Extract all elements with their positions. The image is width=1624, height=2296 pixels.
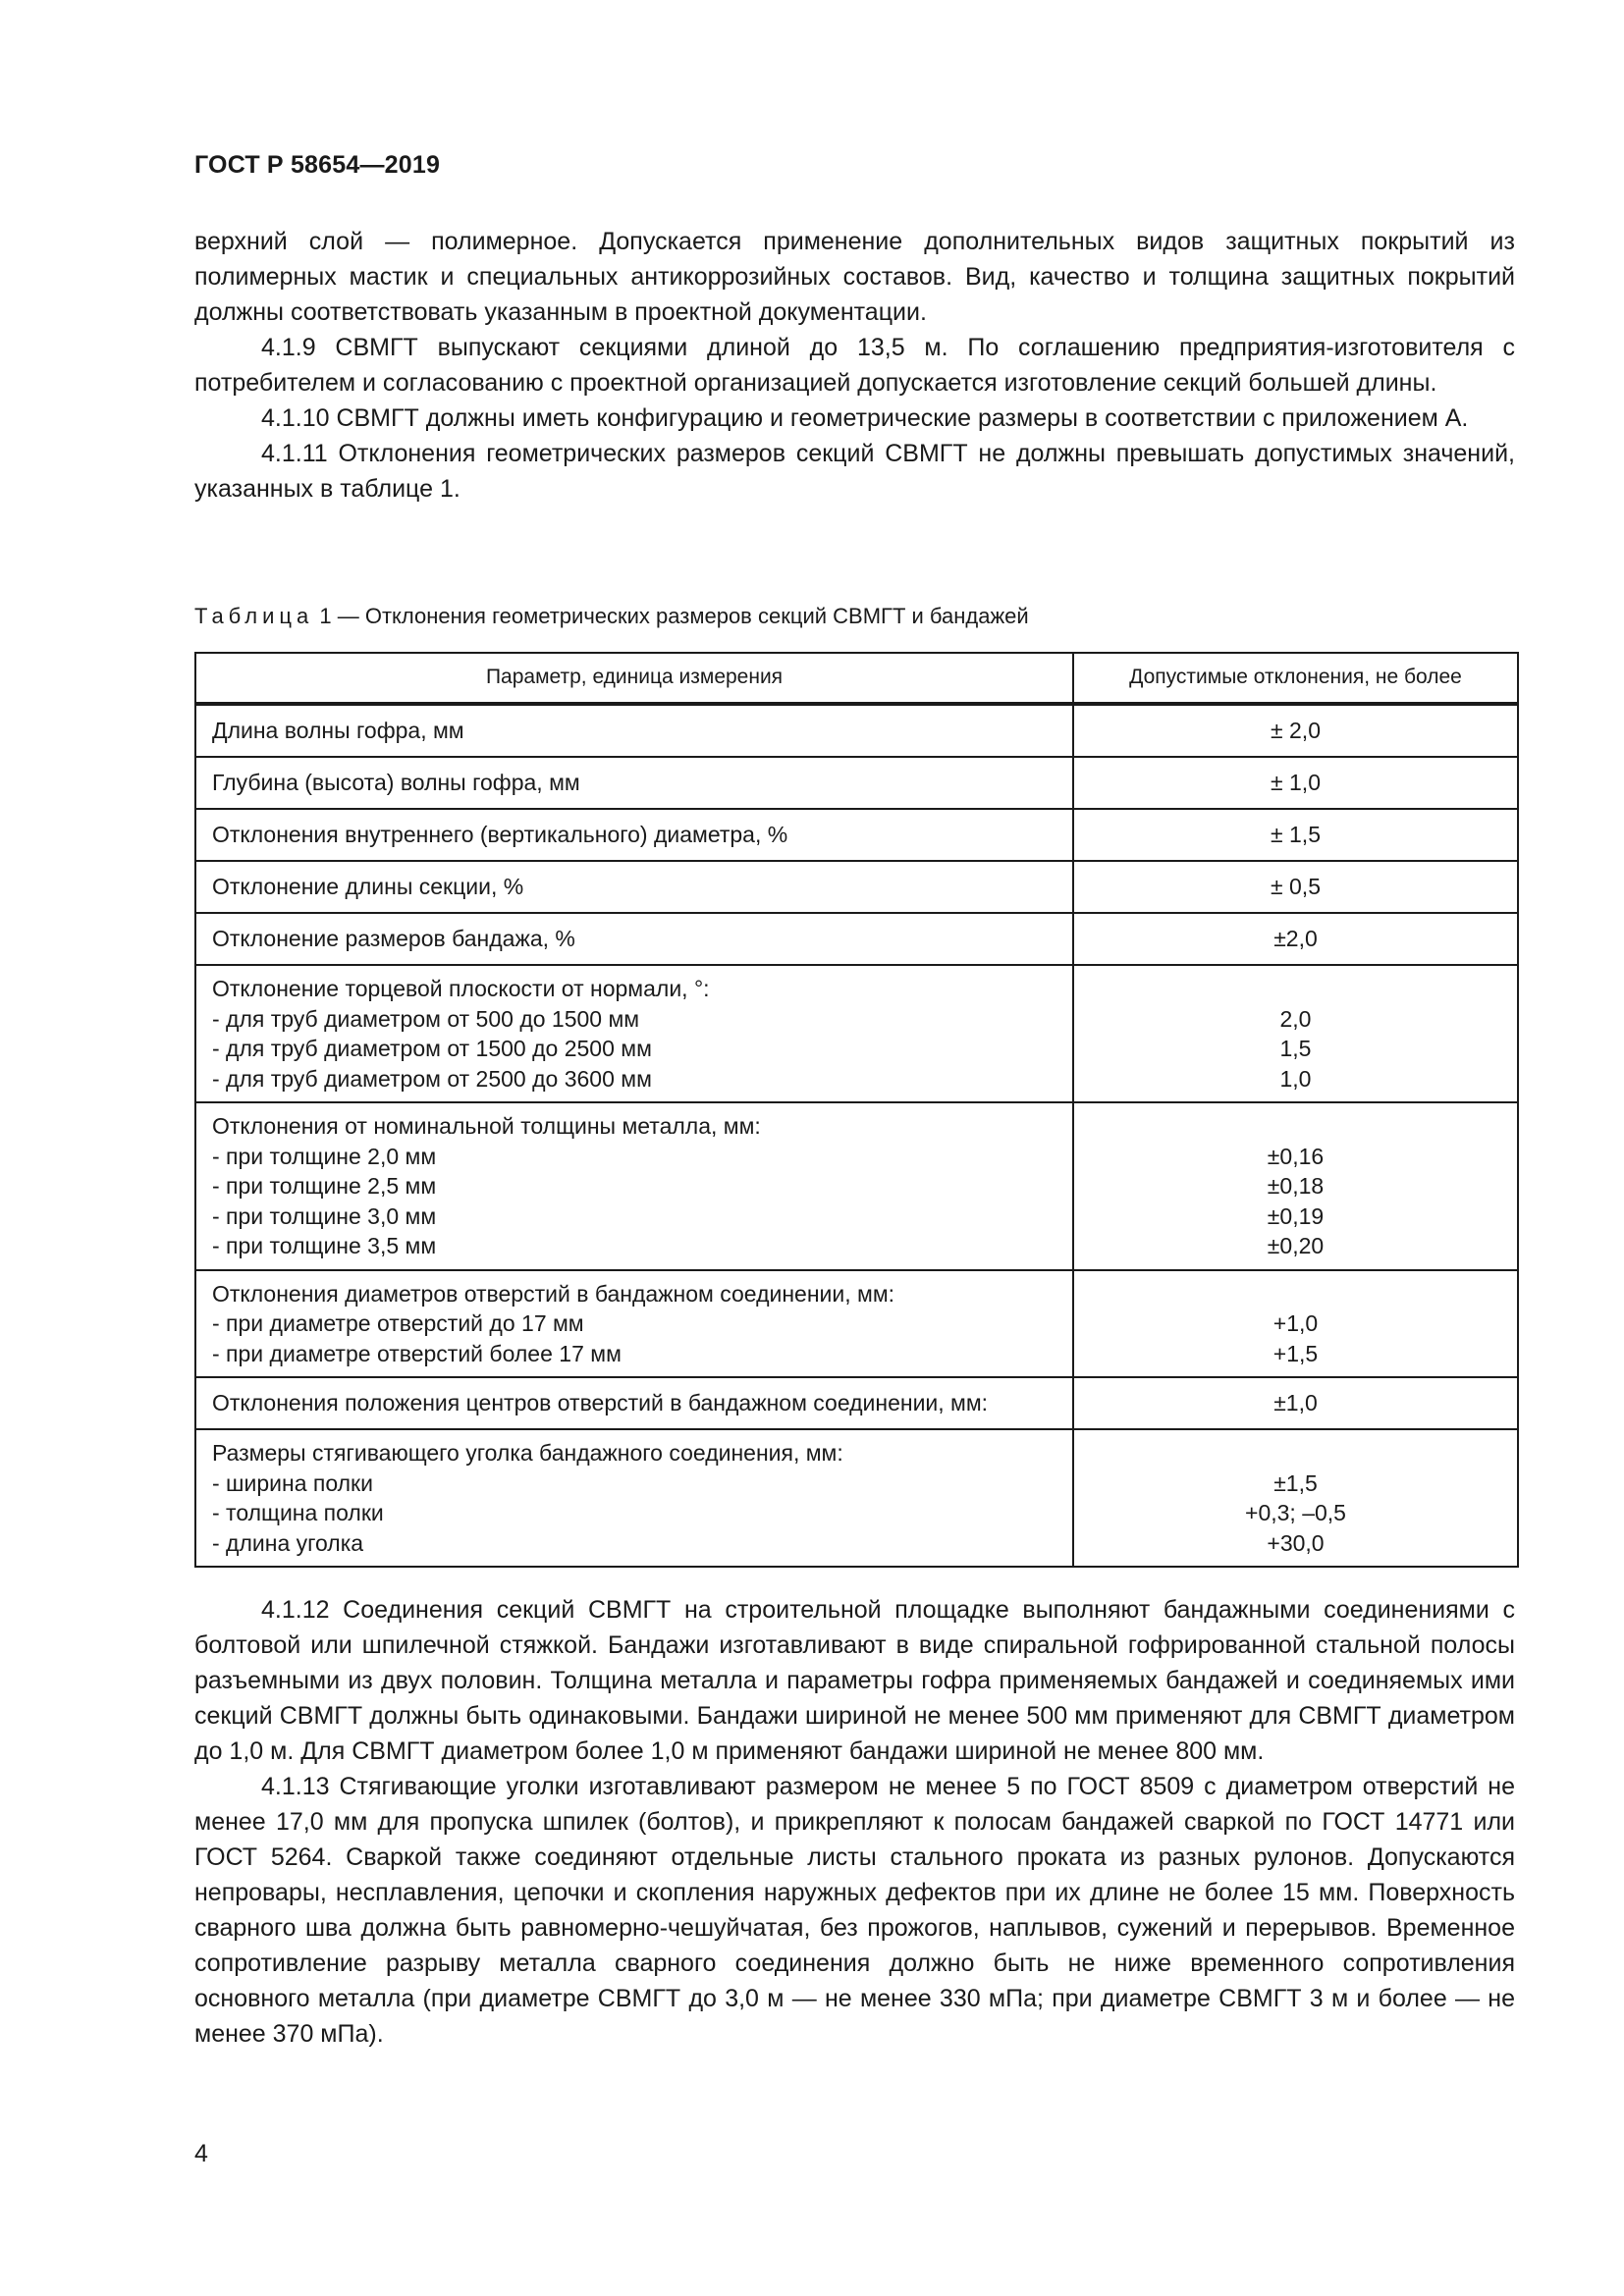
tolerance-value: +30,0 [1267,1529,1325,1556]
table-row [195,1102,1518,1270]
parameter-title: Отклонения диаметров отверстий в бандажном соединении, мм: [212,1280,895,1307]
parameter-title: Отклонения положения центров отверстий в бандажном соединении, мм: [212,1390,989,1416]
table-row [195,809,1518,861]
tolerance-value: ±0,16 [1267,1143,1325,1169]
parameter-cell [195,861,1073,913]
tolerance-cell [1073,1429,1518,1567]
tolerance-value: ± 1,0 [1271,770,1321,796]
tolerance-value: ±2,0 [1273,926,1318,952]
tolerance-value: ±0,19 [1267,1202,1325,1229]
parameter-cell [195,965,1073,1102]
table-row [195,1377,1518,1429]
tolerance-cell [1073,1377,1518,1429]
parameter-title: Отклонение размеров бандажа, % [212,926,575,952]
table-row [195,1270,1518,1378]
parameter-cell [195,757,1073,809]
tolerance-value: +0,3; –0,5 [1245,1500,1346,1525]
parameter-subitem: - для труб диаметром от 2500 до 3600 мм [212,1065,652,1092]
tolerance-cell [1073,861,1518,913]
table-row [195,913,1518,965]
parameter-cell [195,1102,1073,1270]
table-row [195,861,1518,913]
parameter-cell [195,913,1073,965]
parameter-subitem: - при толщине 2,5 мм [212,1173,437,1199]
parameter-title: Отклонение длины секции, % [212,874,524,900]
parameter-subitem: - ширина полки [212,1469,373,1496]
parameter-cell [195,704,1073,757]
tolerance-cell [1073,965,1518,1102]
paragraph-4-1-11: 4.1.11 Отклонения геометрических размеров секций СВМГТ не должны превышать допустимых значений, указанных в таблице 1. [194,440,1515,503]
tolerance-value: ±0,20 [1267,1233,1325,1258]
tolerance-value: ±1,5 [1273,1469,1318,1496]
parameter-subitem: - при толщине 2,0 мм [212,1143,437,1169]
tolerance-cell [1073,1102,1518,1270]
table-row [195,1429,1518,1567]
table-caption-label: Таблица [194,604,314,628]
tolerance-spacer [1084,1279,1507,1309]
table-body [195,704,1518,1567]
tolerance-cell [1073,1270,1518,1378]
tolerance-value: ± 2,0 [1271,718,1321,744]
table-row [195,965,1518,1102]
page-number: 4 [194,2140,208,2167]
paragraph-4-1-13: 4.1.13 Стягивающие уголки изготавливают размером не менее 5 по ГОСТ 8509 с диаметром отверстий не менее 17,0 мм для пропуска шпилек (болтов), и прикрепляют к полосам бандажей сваркой по ГОСТ 14771 или ГОСТ 5264. Сваркой также соединяют отдельные листы стального проката из разных рулонов. Допускаются непровары, несплавления, цепочки и скопления наружных дефектов при их длине не более 15 мм. Поверхность сварного шва должна быть равномерно-чешуйчатая, без прожогов, наплывов, сужений и перерывов. Временное сопротивление разрыву металла сварного соединения должно быть не ниже временного сопротивления основного металла (при диаметре СВМГТ до 3,0 м — не менее 330 мПа; при диаметре СВМГТ 3 м и более — не менее 370 мПа). [194,1773,1515,2048]
deviations-table [194,652,1519,1568]
table-row [195,757,1518,809]
outro-text [194,1592,1515,2052]
parameter-title: Размеры стягивающего уголка бандажного соединения, мм: [212,1440,843,1466]
parameter-cell [195,1270,1073,1378]
parameter-title: Отклонения от номинальной толщины металла, мм: [212,1113,761,1139]
parameter-subitem: - при толщине 3,5 мм [212,1233,437,1258]
table-row [195,704,1518,757]
table-caption-text: 1 — Отклонения геометрических размеров секций СВМГТ и бандажей [319,604,1029,628]
paragraph-4-1-9: 4.1.9 СВМГТ выпускают секциями длиной до 13,5 м. По соглашению предприятия-изготовителя с потребителем и согласованию с проектной организацией допускается изготовление секций большей длины. [194,334,1515,397]
tolerance-value: +1,5 [1272,1340,1319,1366]
tolerance-cell [1073,757,1518,809]
document-code: ГОСТ Р 58654—2019 [194,151,441,179]
tolerance-cell [1073,913,1518,965]
tolerance-spacer [1084,1438,1507,1468]
tolerance-value: ± 0,5 [1271,874,1321,900]
parameter-title: Глубина (высота) волны гофра, мм [212,770,580,796]
tolerance-value: +1,0 [1272,1310,1319,1336]
tolerance-spacer [1084,974,1507,1004]
paragraph-continuation: верхний слой — полимерное. Допускается применение дополнительных видов защитных покрытий из полимерных мастик и специальных антикоррозийных составов. Вид, качество и толщина защитных покрытий должны соответствовать указанным в проектной документации. [194,228,1515,326]
parameter-subitem: - толщина полки [212,1500,384,1525]
paragraph-4-1-12: 4.1.12 Соединения секций СВМГТ на строительной площадке выполняют бандажными соединениями с болтовой или шпилечной стяжкой. Бандажи изготавливают в виде спиральной гофрированной стальной полосы разъемными из двух половин. Толщина металла и параметры гофра применяемых бандажей и соединяемых ими секций СВМГТ должны быть одинаковыми. Бандажи шириной не менее 500 мм применяют для СВМГТ диаметром до 1,0 м. Для СВМГТ диаметром более 1,0 м применяют бандажи шириной не менее 800 мм. [194,1596,1515,1765]
tolerance-value: 2,0 [1279,1005,1312,1032]
tolerance-cell [1073,704,1518,757]
parameter-title: Отклонение торцевой плоскости от нормали, °: [212,976,710,1001]
table-caption [194,604,1029,629]
tolerance-cell [1073,809,1518,861]
tolerance-value: 1,5 [1279,1036,1312,1061]
parameter-title: Отклонения внутреннего (вертикального) диаметра, % [212,822,788,848]
column-header-parameter: Параметр, единица измерения [195,653,1073,704]
parameter-subitem: - при диаметре отверстий более 17 мм [212,1340,622,1366]
parameter-subitem: - при толщине 3,0 мм [212,1202,437,1229]
parameter-cell [195,809,1073,861]
parameter-subitem: - для труб диаметром от 500 до 1500 мм [212,1005,640,1032]
table-header-row [195,653,1518,704]
tolerance-spacer [1084,1111,1507,1142]
parameter-subitem: - для труб диаметром от 1500 до 2500 мм [212,1036,652,1061]
paragraph-4-1-10: 4.1.10 СВМГТ должны иметь конфигурацию и геометрические размеры в соответствии с приложением А. [261,404,1469,432]
column-header-tolerance: Допустимые отклонения, не более [1073,653,1518,704]
parameter-cell [195,1429,1073,1567]
parameter-title: Длина волны гофра, мм [212,718,464,744]
parameter-subitem: - длина уголка [212,1529,364,1556]
intro-text [194,224,1515,507]
tolerance-value: 1,0 [1279,1065,1312,1092]
tolerance-value: ±1,0 [1273,1390,1318,1416]
tolerance-value: ±0,18 [1267,1173,1325,1199]
parameter-cell [195,1377,1073,1429]
parameter-subitem: - при диаметре отверстий до 17 мм [212,1310,584,1336]
tolerance-value: ± 1,5 [1271,822,1321,848]
